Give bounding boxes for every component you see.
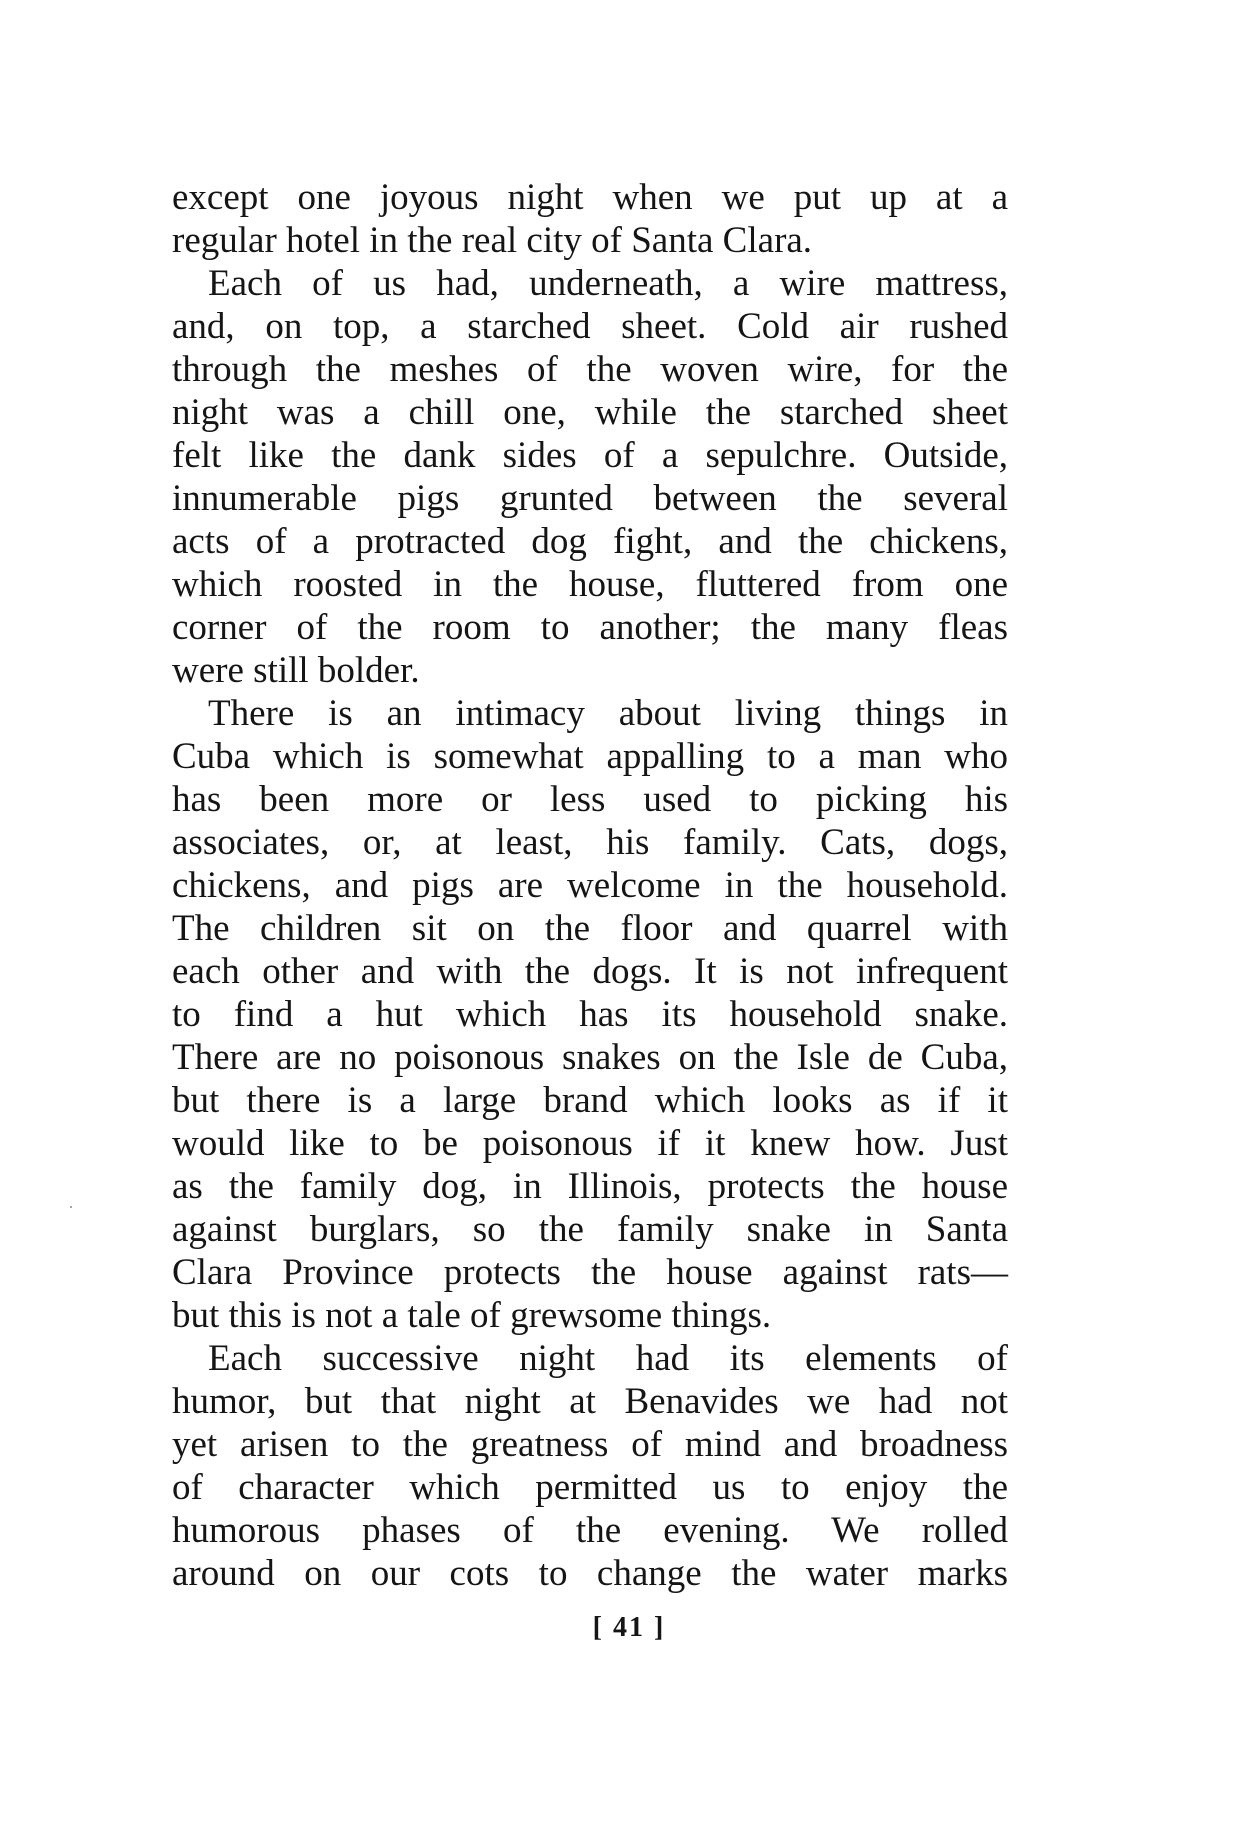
text-line: each other and with the dogs. It is not infrequent bbox=[172, 951, 1008, 992]
text-line: chickens, and pigs are welcome in the household. bbox=[172, 865, 1008, 906]
text-line: Each of us had, underneath, a wire mattress, bbox=[208, 263, 1008, 304]
text-line: corner of the room to another; the many fleas bbox=[172, 607, 1008, 648]
text-line: Clara Province protects the house against rats— bbox=[172, 1252, 1008, 1293]
text-line: and, on top, a starched sheet. Cold air rushed bbox=[172, 306, 1008, 347]
text-line: were still bolder. bbox=[172, 650, 420, 691]
text-line: would like to be poisonous if it knew how. Just bbox=[172, 1123, 1008, 1164]
text-line: to find a hut which has its household snake. bbox=[172, 994, 1008, 1035]
text-line: acts of a protracted dog fight, and the chickens, bbox=[172, 521, 1008, 562]
text-line: night was a chill one, while the starched sheet bbox=[172, 392, 1008, 433]
print-speck bbox=[70, 1206, 72, 1208]
text-line: which roosted in the house, fluttered from one bbox=[172, 564, 1008, 605]
text-line: There are no poisonous snakes on the Isle de Cuba, bbox=[172, 1037, 1008, 1078]
text-line: around on our cots to change the water marks bbox=[172, 1553, 1008, 1594]
text-line: but this is not a tale of grewsome things. bbox=[172, 1295, 772, 1336]
page-number: [ 41 ] bbox=[592, 1612, 666, 1643]
text-line: associates, or, at least, his family. Cats, dogs, bbox=[172, 822, 1008, 863]
text-line: The children sit on the floor and quarrel with bbox=[172, 908, 1008, 949]
text-line: except one joyous night when we put up at a bbox=[172, 177, 1008, 218]
body-text bbox=[172, 176, 1008, 1595]
text-line: through the meshes of the woven wire, for the bbox=[172, 349, 1008, 390]
text-line: Cuba which is somewhat appalling to a man who bbox=[172, 736, 1008, 777]
text-line: regular hotel in the real city of Santa Clara. bbox=[172, 220, 813, 261]
text-line: yet arisen to the greatness of mind and broadness bbox=[172, 1424, 1008, 1465]
text-line: against burglars, so the family snake in Santa bbox=[172, 1209, 1008, 1250]
text-line: There is an intimacy about living things in bbox=[208, 693, 1008, 734]
text-line: of character which permitted us to enjoy the bbox=[172, 1467, 1008, 1508]
text-line: has been more or less used to picking his bbox=[172, 779, 1008, 820]
text-line: felt like the dank sides of a sepulchre. Outside, bbox=[172, 435, 1008, 476]
text-line: but there is a large brand which looks as if it bbox=[172, 1080, 1008, 1121]
text-line: humorous phases of the evening. We rolled bbox=[172, 1510, 1008, 1551]
text-line: innumerable pigs grunted between the several bbox=[172, 478, 1008, 519]
text-line: humor, but that night at Benavides we had not bbox=[172, 1381, 1008, 1422]
text-line: as the family dog, in Illinois, protects the house bbox=[172, 1166, 1008, 1207]
text-line: Each successive night had its elements of bbox=[208, 1338, 1008, 1379]
